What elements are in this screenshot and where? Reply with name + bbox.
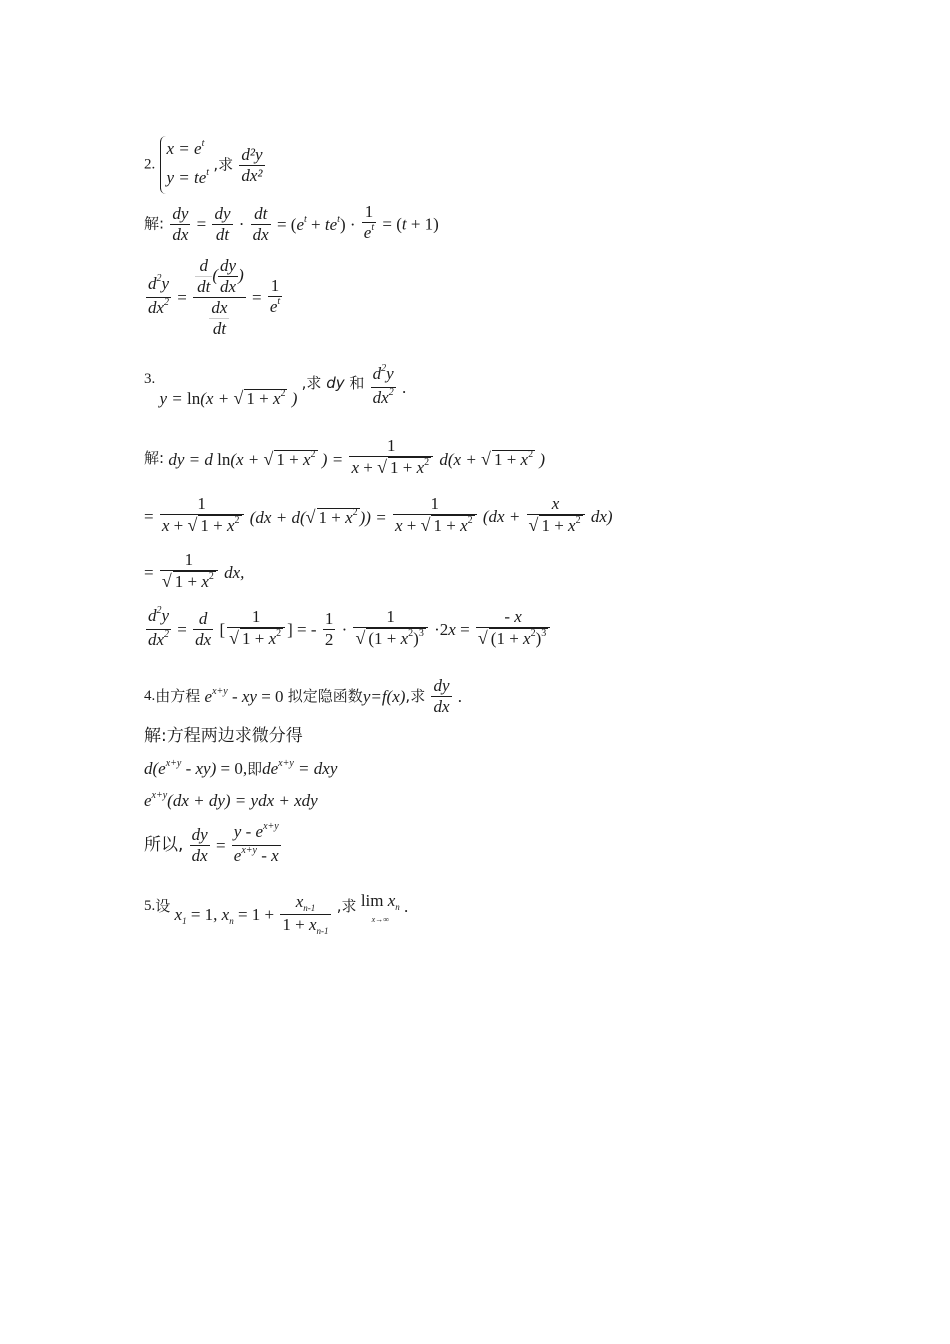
problem-number: 4. bbox=[144, 688, 156, 704]
problem-number: 5. bbox=[144, 898, 156, 914]
ask-text: ,求 bbox=[213, 155, 234, 174]
fraction: $\frac{1}{√ 1 + x^2}$ bbox=[227, 607, 285, 652]
fraction: $\frac{1}{x + √ 1 + x^2}$ bbox=[160, 494, 244, 539]
fraction-d2y-dx2: $\frac{d^2y}{dx^2}$ bbox=[148, 273, 170, 317]
fraction-dy-dx: $\frac{dy}{dx}$ bbox=[191, 825, 208, 865]
fraction-recurrence: $\frac{x_{n-1}}{1 + x_{n-1}}$ bbox=[282, 892, 329, 936]
fraction: $\frac{1}{√ 1 + x^2}$ bbox=[160, 550, 218, 595]
problem-2 bbox=[144, 136, 267, 194]
system-x: $x = e^t$ bbox=[166, 138, 205, 158]
problem-4-solution-line-1: 解:方程两边求微分得 bbox=[144, 726, 303, 746]
problem-4-solution-line-3: $e^{x+y}(dx + dy)$ = ydx + xdy bbox=[144, 790, 318, 810]
problem-4-solution-line-2: $d(e^{x+y} - xy) = 0$,即$de^{x+y}$ = dxy bbox=[144, 758, 338, 778]
statement: $x_1 = 1$, $x_n = 1$ + bbox=[174, 905, 275, 926]
problem-3-solution-line-4: $\frac{d^2y}{dx^2}$ = $\frac{d}{dx}$ [ $\frac{1}{√ 1 + x^2}$ ] = - $\frac{1}{2}$ · $\frac{1}{√ (1 + x^2)^3}$ ·2x = $\frac{- x}{√ (1 + x^2)^3}$ bbox=[144, 606, 552, 653]
ask-fraction: $\frac{dy}{dx}$ bbox=[433, 676, 450, 716]
solution-label: 解: bbox=[144, 449, 165, 467]
ask-text: ,求 dy 和 bbox=[301, 374, 365, 392]
fraction: $\frac{1}{x + √ 1 + x^2}$ bbox=[393, 494, 477, 539]
fraction-half: $\frac{1}{2}$ bbox=[324, 609, 334, 649]
compound-fraction: $\frac{d}{dt}$ ( $\frac{dy}{dx}$ ) $\frac{dx}{dt}$ bbox=[193, 256, 246, 339]
problem-number: 3. bbox=[144, 371, 156, 388]
ask-fraction: $\frac{\text{d²y}}{\text{dx²}}$ bbox=[241, 144, 263, 185]
problem-5: 5.设 $x_1 = 1$, $x_n = 1$ + $\frac{x_{n-1}}{1 + x_{n-1}}$ ,求 $\lim x_n$ x→∞ . bbox=[144, 891, 409, 936]
fraction-dy-dx: $\frac{dy}{dx}$ bbox=[172, 203, 189, 244]
problem-3-solution-line-1: 解: dy = d ln(x + √ $1 + x^2$ ) = $\frac{1}{x + √ 1 + x^2}$ d(x + √ $1 + x^2$ ) bbox=[144, 436, 545, 481]
problem-3-solution-line-2: = $\frac{1}{x + √ 1 + x^2}$ (dx + d(√ $1 + x^2$ )) = $\frac{1}{x + √ 1 + x^2}$ (dx + $\frac{x}{√ 1 + x^2}$ dx) bbox=[144, 494, 613, 539]
fraction: $\frac{x}{√ 1 + x^2}$ bbox=[527, 494, 585, 539]
problem-2-solution-line-2: $\frac{d^2y}{dx^2}$ = $\frac{d}{dt}$ ( $\frac{dy}{dx}$ ) $\frac{dx}{dt}$ = $\frac{1}{e^t}$ bbox=[148, 256, 281, 338]
system-y: $y = te^t$ bbox=[166, 167, 210, 187]
fraction: $\frac{1}{√ (1 + x^2)^3}$ bbox=[353, 607, 427, 652]
problem-4: 4.由方程 $e^{x+y}$ - xy = 0 拟定隐函数y=f(x),求 $\frac{dy}{dx}$ . bbox=[144, 676, 462, 716]
fraction: $\frac{1}{x + √ 1 + x^2}$ bbox=[349, 436, 433, 481]
problem-3: 3. y = ln(x + √ $1 + x^2$ ) ,求 dy 和 $\frac{d^2y}{dx^2}$ . bbox=[144, 364, 406, 411]
fraction-dt-dx: $\frac{dt}{dx}$ bbox=[252, 203, 269, 244]
therefore-label: 所以, bbox=[144, 835, 184, 855]
statement: y = ln(x + √ $1 + x^2$ ) bbox=[159, 387, 298, 408]
fraction-dy-dt: $\frac{dy}{dt}$ bbox=[214, 203, 231, 244]
fraction-1-et: $\frac{1}{e^t}$ bbox=[363, 202, 375, 242]
problem-3-solution-line-3: = $\frac{1}{√ 1 + x^2}$ dx, bbox=[144, 550, 244, 595]
limit-expression: $\lim x_n$ x→∞ bbox=[360, 891, 400, 924]
fraction-result: $\frac{1}{e^t}$ bbox=[269, 275, 281, 316]
problem-4-solution-line-4: 所以, $\frac{dy}{dx}$ = $\frac{y - e^{x+y}}{e^{x+y} - x}$ bbox=[144, 822, 283, 869]
equation-system bbox=[160, 136, 210, 194]
equation: $e^{x+y}$ - xy = 0 bbox=[204, 686, 284, 706]
solution-label: 解: bbox=[144, 214, 165, 233]
implicit-function: y=f(x) bbox=[362, 687, 406, 706]
fraction-d-dx: $\frac{d}{dx}$ bbox=[195, 609, 212, 649]
fraction-d2y-dx2: $\frac{d^2y}{dx^2}$ bbox=[148, 605, 170, 649]
fraction-result: $\frac{y - e^{x+y}}{e^{x+y} - x}$ bbox=[233, 821, 279, 865]
fraction-result: $\frac{- x}{√ (1 + x^2)^3}$ bbox=[476, 607, 550, 652]
problem-2-solution-line-1: 解: $\frac{dy}{dx}$ = $\frac{dy}{dt}$ · $\frac{dt}{dx}$ = $(e^t + te^t)$ · $\frac{1}{e^t}$ = (t + 1) bbox=[144, 202, 439, 246]
problem-number: 2. bbox=[144, 156, 156, 173]
ask-fraction: $\frac{d^2y}{dx^2}$ bbox=[372, 363, 394, 407]
expression: = $(e^t + te^t)$ · bbox=[276, 213, 356, 234]
